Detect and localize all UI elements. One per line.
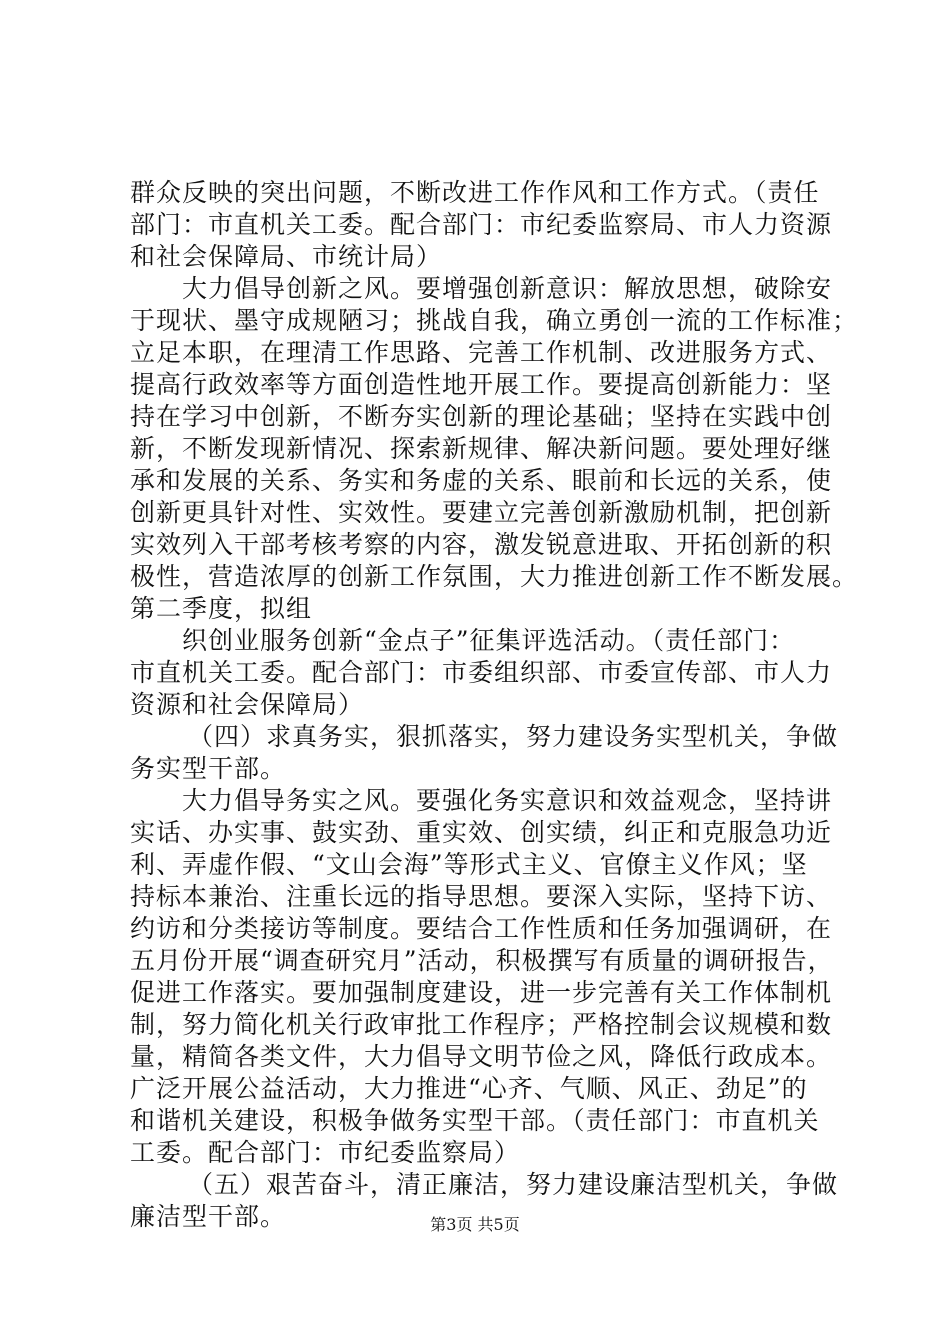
- section-heading-line: 务实型干部。: [130, 754, 287, 783]
- text-line: 约访和分类接访等制度。要结合工作性质和任务加强调研，在: [130, 914, 833, 943]
- text-line: 承和发展的关系、务实和务虚的关系、眼前和长远的关系，使: [130, 466, 833, 495]
- text-line: 制，努力简化机关行政审批工作程序；严格控制会议规模和数: [130, 1010, 833, 1039]
- paragraph-start-line: 织创业服务创新“金点子”征集评选活动。（责任部门：: [182, 626, 796, 655]
- text-line: 提高行政效率等方面创造性地开展工作。要提高创新能力：坚: [130, 370, 833, 399]
- text-line: 持在学习中创新，不断夯实创新的理论基础；坚持在实践中创: [130, 402, 833, 431]
- paragraph-start-line: 大力倡导务实之风。要强化务实意识和效益观念，坚持讲: [182, 786, 833, 815]
- section-heading-line: （五）艰苦奋斗，清正廉洁，努力建设廉洁型机关，争做: [188, 1170, 839, 1199]
- text-line: 立足本职，在理清工作思路、完善工作机制、改进服务方式、: [130, 338, 833, 367]
- text-line: 量，精简各类文件，大力倡导文明节俭之风，降低行政成本。: [130, 1042, 833, 1071]
- page-number: 第3页 共5页: [430, 1215, 520, 1234]
- text-line: 和社会保障局、市统计局）: [130, 242, 443, 271]
- text-line: 极性，营造浓厚的创新工作氛围，大力推进创新工作不断发展。: [130, 562, 859, 591]
- text-line: 第二季度，拟组: [130, 594, 313, 623]
- text-line: 部门：市直机关工委。配合部门：市纪委监察局、市人力资源: [130, 210, 833, 239]
- text-line: 群众反映的突出问题，不断改进工作作风和工作方式。（责任: [130, 178, 820, 207]
- section-heading-line: （四）求真务实，狠抓落实，努力建设务实型机关，争做: [188, 722, 839, 751]
- text-line: 实话、办实事、鼓实劲、重实效、创实绩，纠正和克服急功近: [130, 818, 833, 847]
- text-line: 广泛开展公益活动，大力推进“心齐、气顺、风正、劲足”的: [130, 1074, 808, 1103]
- text-line: 新，不断发现新情况、探索新规律、解决新问题。要处理好继: [130, 434, 833, 463]
- text-line: 和谐机关建设，积极争做务实型干部。（责任部门：市直机关: [130, 1106, 820, 1135]
- paragraph-start-line: 大力倡导创新之风。要增强创新意识：解放思想，破除安: [182, 274, 833, 303]
- text-line: 工委。配合部门：市纪委监察局）: [130, 1138, 521, 1167]
- text-line: 实效列入干部考核考察的内容，激发锐意进取、开拓创新的积: [130, 530, 833, 559]
- section-heading-line: 廉洁型干部。: [130, 1202, 287, 1231]
- text-line: 资源和社会保障局）: [130, 690, 365, 719]
- page-footer: [0, 1214, 950, 1236]
- text-line: 利、弄虚作假、“文山会海”等形式主义、官僚主义作风；坚: [130, 850, 808, 879]
- text-line: 创新更具针对性、实效性。要建立完善创新激励机制，把创新: [130, 498, 833, 527]
- text-line: 于现状、墨守成规陋习；挑战自我，确立勇创一流的工作标准；: [130, 306, 859, 335]
- text-line: 促进工作落实。要加强制度建设，进一步完善有关工作体制机: [130, 978, 833, 1007]
- text-line: 五月份开展“调查研究月”活动，积极撰写有质量的调研报告，: [130, 946, 834, 975]
- text-line: 持标本兼治、注重长远的指导思想。要深入实际，坚持下访、: [130, 882, 833, 911]
- text-line: 市直机关工委。配合部门：市委组织部、市委宣传部、市人力: [130, 658, 833, 687]
- document-body: [130, 177, 859, 1233]
